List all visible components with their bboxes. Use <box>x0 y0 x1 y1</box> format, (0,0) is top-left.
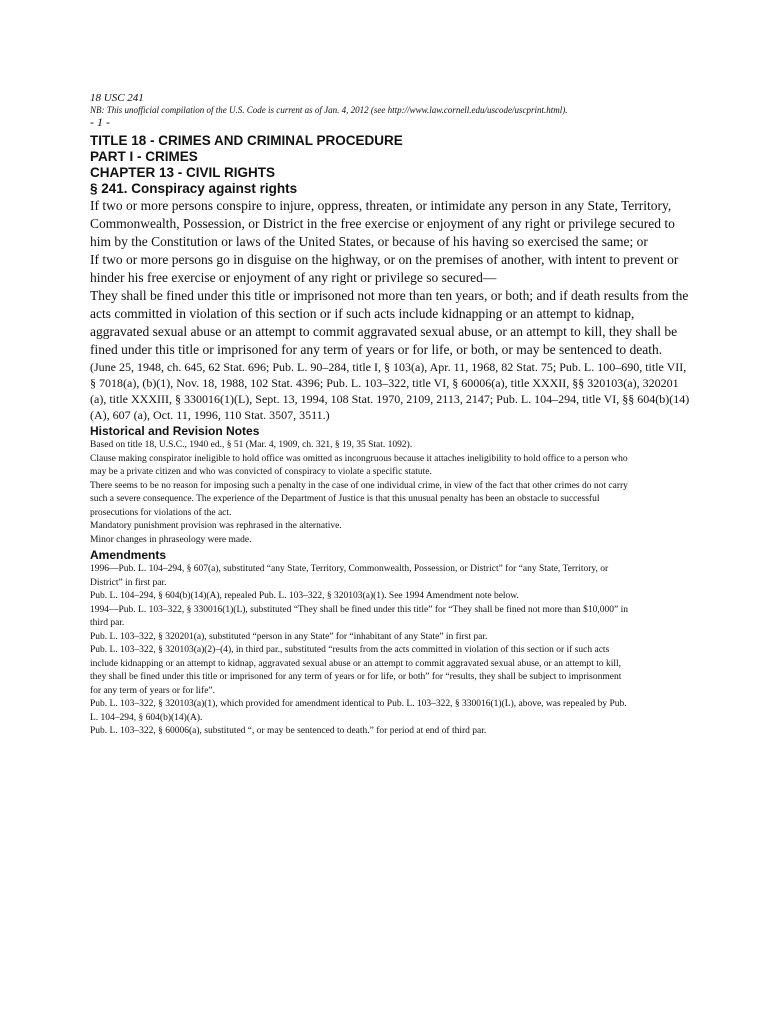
currency-notice: NB: This unofficial compilation of the U.S. Code is current as of Jan. 4, 2012 (see http://www.law.cornell.edu/uscode/uscprint.html). <box>90 105 568 115</box>
amendment-paragraph: Pub. L. 103–322, § 320103(a)(1), which provided for amendment identical to Pub. L. 103–322, § 330016(1)(L), above, was repealed by Pub. L. 104–294, § 604(b)(14)(A). <box>90 699 627 723</box>
body-paragraph: If two or more persons go in disguise on the highway, or on the premises of another, with intent to prevent or hinder his free exercise or enjoyment of any right or privilege so secured— <box>90 252 679 285</box>
chapter-heading: CHAPTER 13 - CIVIL RIGHTS <box>90 165 276 180</box>
note-paragraph: Mandatory punishment provision was rephrased in the alternative. <box>90 521 342 531</box>
note-paragraph: There seems to be no reason for imposing such a penalty in the case of one individual crime, in view of the fact that other crimes do not carry such a severe consequence. The experience of the Department of Justice is that this unusual penalty has been an obstacle to successful prosecutions for violations of the act. <box>90 480 628 518</box>
source-citation: (June 25, 1948, ch. 645, 62 Stat. 696; Pub. L. 90–284, title I, § 103(a), Apr. 11, 1968, 82 Stat. 75; Pub. L. 100–690, title VII, § 7018(a), (b)(1), Nov. 18, 1988, 102 Stat. 4396; Pub. L. 103–322, title VI, § 60006(a), title XXXII, §§ 320103(a), 320201 (a), title XXXIII, § 330016(1)(L), Sept. 13, 1994, 108 Stat. 1970, 2109, 2113, 2147; Pub. L. 104–294, title VI, §§ 604(b)(14)(A), 607 (a), Oct. 11, 1996, 110 Stat. 3507, 3511.) <box>90 360 690 422</box>
historical-notes <box>90 439 630 547</box>
amendments-heading: Amendments <box>90 548 167 562</box>
page-number: - 1 - <box>90 115 110 129</box>
note-paragraph: Clause making conspirator ineligible to hold office was omitted as incongruous because it attaches ineligibility to hold office to a person who may be a private citizen and who was convicted of conspiracy to violate a specific statute. <box>90 453 628 477</box>
section-heading: § 241. Conspiracy against rights <box>90 181 298 196</box>
historical-notes-heading: Historical and Revision Notes <box>90 424 260 438</box>
amendments-notes <box>90 563 630 739</box>
amendment-paragraph: 1996—Pub. L. 104–294, § 607(a), substituted “any State, Territory, Commonwealth, Possession, or District” for “any State, Territory, or District” in first par. <box>90 564 609 588</box>
document-page <box>90 92 690 739</box>
note-paragraph: Minor changes in phraseology were made. <box>90 534 252 545</box>
body-paragraph: If two or more persons conspire to injure, oppress, threaten, or intimidate any person in any State, Territory, Commonwealth, Possession, or District in the free exercise or enjoyment of any right or privilege secured to him by the Constitution or laws of the United States, or because of his having so exercised the same; or <box>90 198 675 249</box>
amendment-paragraph: Pub. L. 103–322, § 60006(a), substituted “, or may be sentenced to death.” for period at end of third par. <box>90 726 487 736</box>
part-heading: PART I - CRIMES <box>90 149 198 164</box>
usc-citation: 18 USC 241 <box>90 92 144 104</box>
section-body <box>90 197 690 359</box>
title-heading: TITLE 18 - CRIMES AND CRIMINAL PROCEDURE <box>90 133 403 148</box>
note-paragraph: Based on title 18, U.S.C., 1940 ed., § 51 (Mar. 4, 1909, ch. 321, § 19, 35 Stat. 1092). <box>90 440 413 450</box>
amendment-paragraph: Pub. L. 103–322, § 320103(a)(2)–(4), in third par., substituted “results from the acts committed in violation of this section or if such acts include kidnapping or an attempt to kidnap, aggravated sexual abuse or an attempt to commit aggravated sexual abuse, or an attempt to kill, they shall be fined under this title or imprisoned for any term of years or for life, or both” for “results, they shall be subject to imprisonment for any term of years or for life”. <box>90 645 622 696</box>
amendment-paragraph: Pub. L. 104–294, § 604(b)(14)(A), repealed Pub. L. 103–322, § 320103(a)(1). See 1994 Amendment note below. <box>90 591 519 601</box>
amendment-paragraph: 1994—Pub. L. 103–322, § 330016(1)(L), substituted “They shall be fined under this title” for “They shall be fined not more than $10,000” in third par. <box>90 604 628 628</box>
body-paragraph: They shall be fined under this title or imprisoned not more than ten years, or both; and if death results from the acts committed in violation of this section or if such acts include kidnapping or an attempt to kidnap, aggravated sexual abuse or an attempt to commit aggravated sexual abuse, or an attempt to kill, they shall be fined under this title or imprisoned for any term of years or for life, or both, or may be sentenced to death. <box>90 288 689 357</box>
amendment-paragraph: Pub. L. 103–322, § 320201(a), substituted “person in any State” for “inhabitant of any State” in first par. <box>90 631 488 642</box>
